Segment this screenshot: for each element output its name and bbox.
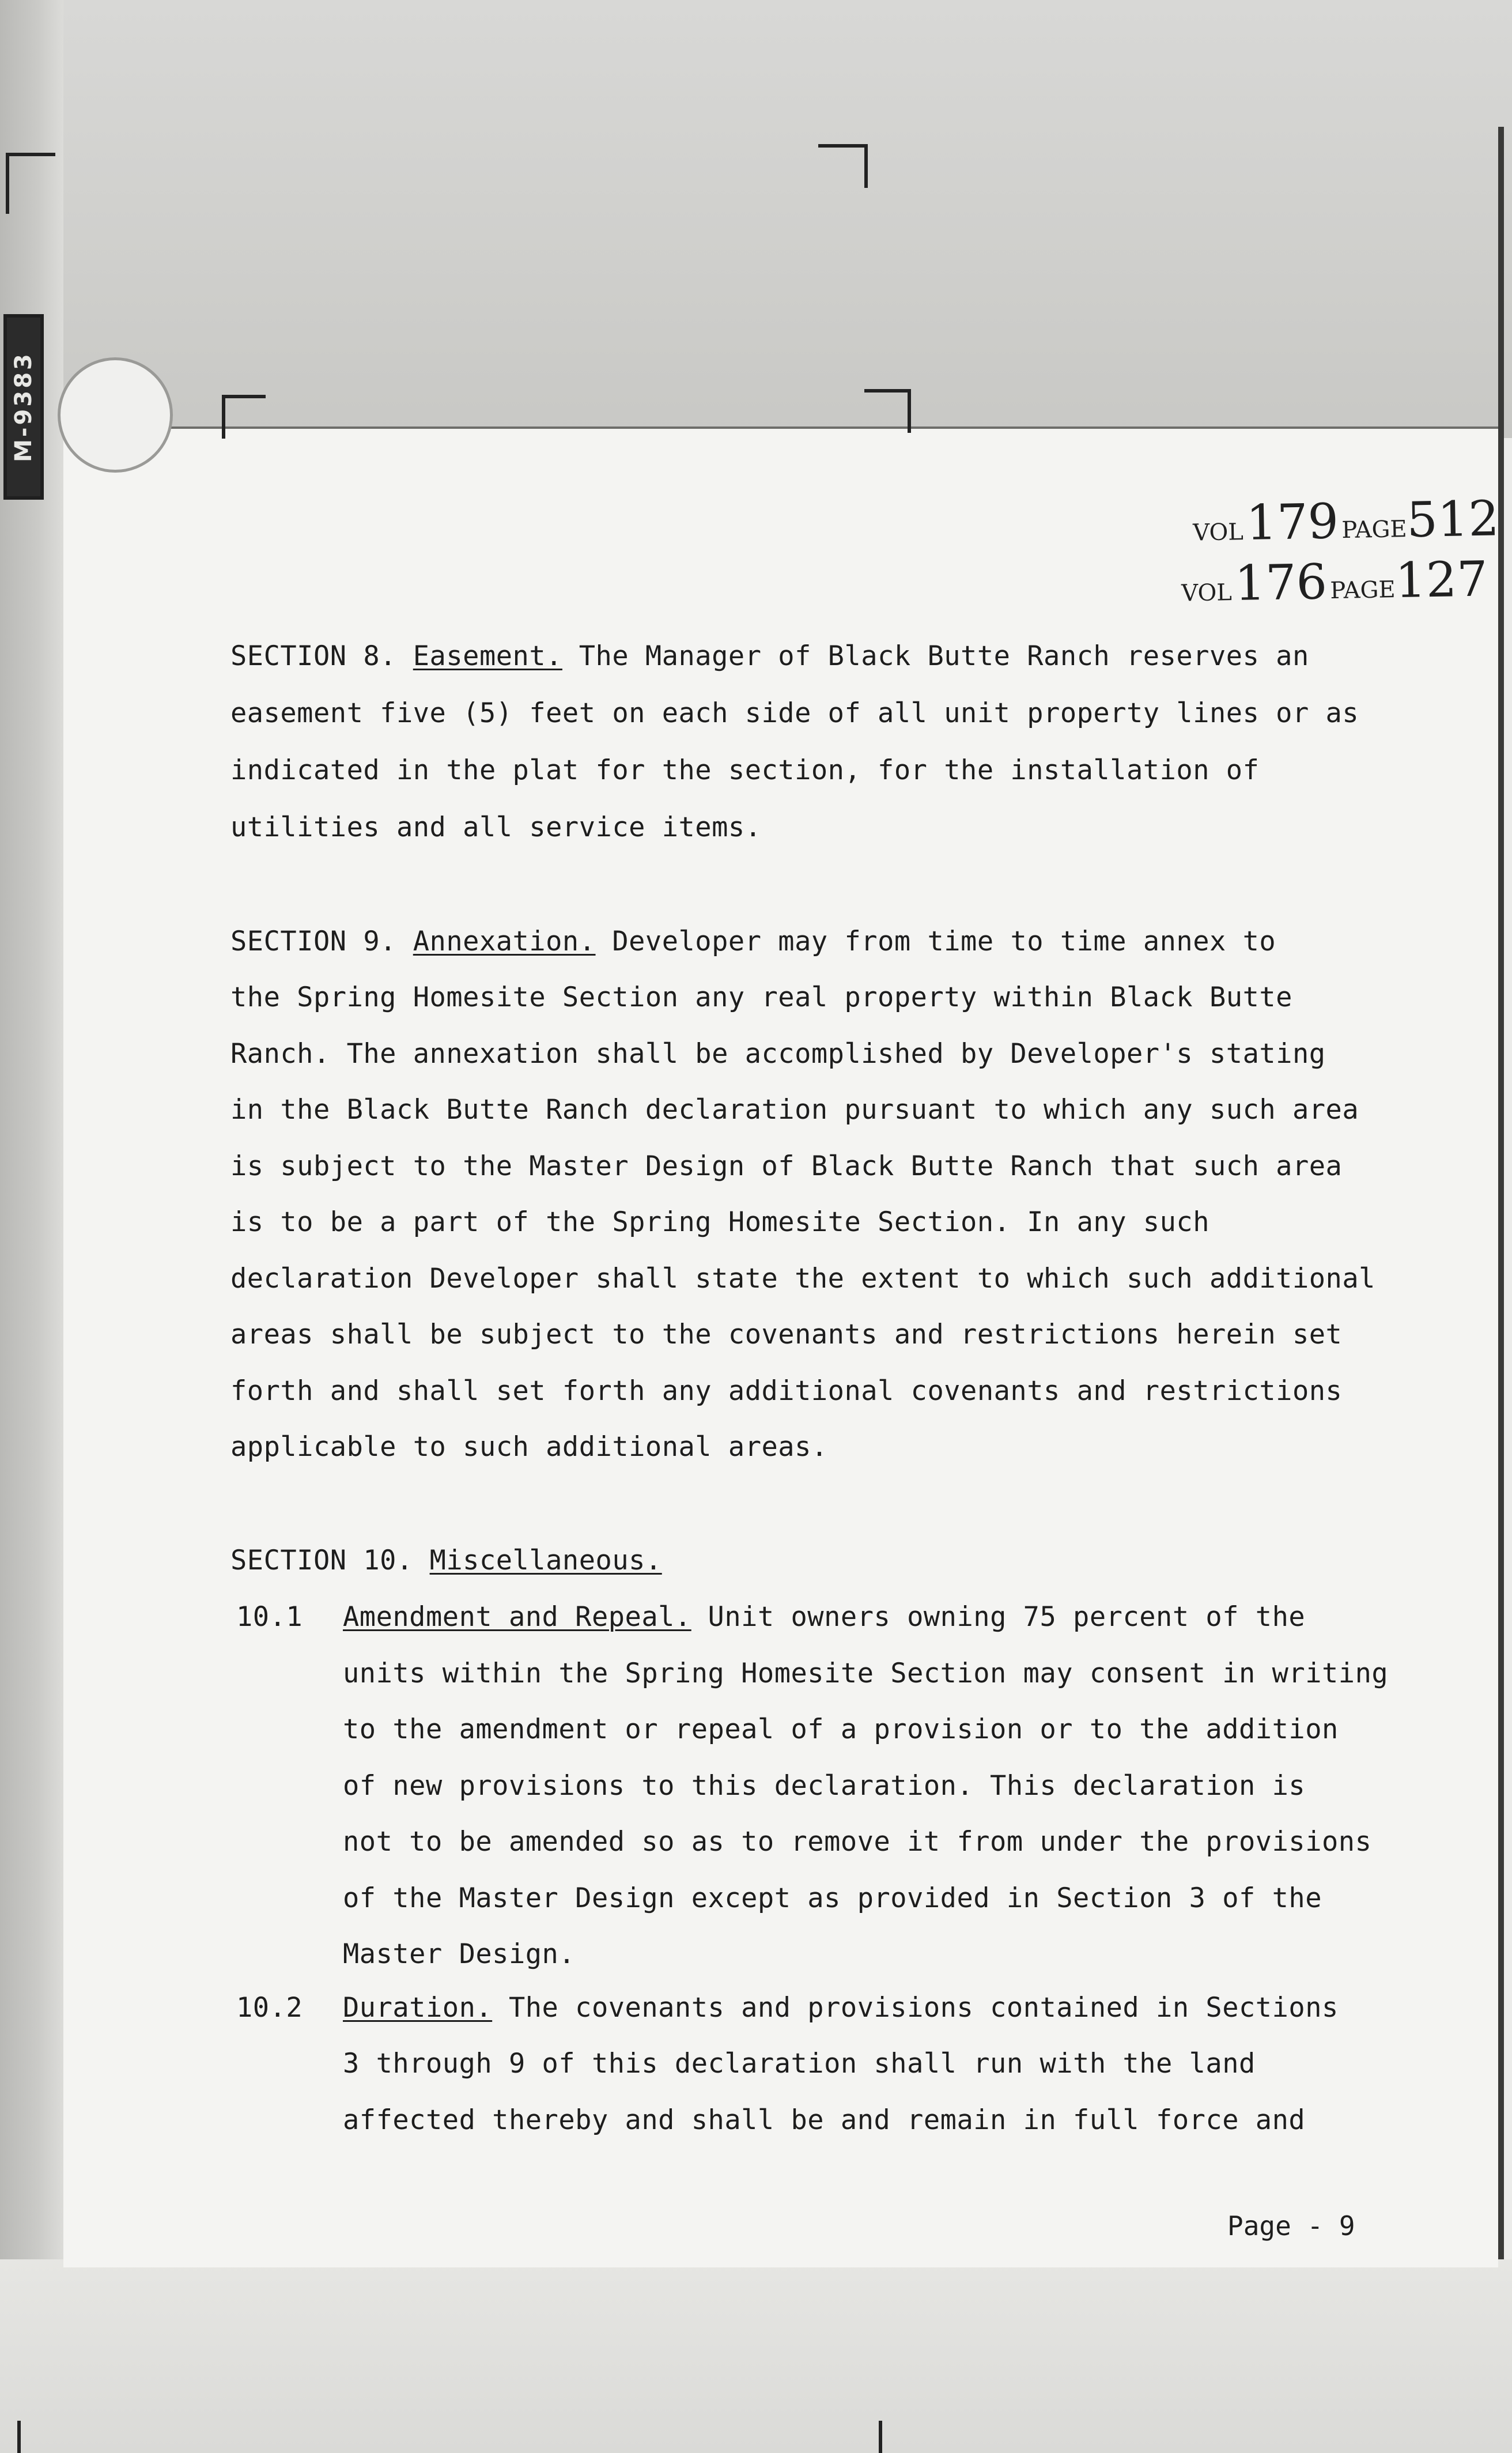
item-heading: Duration. [343,1992,493,2024]
paragraph-line: not to be amended so as to remove it from under the provisions [343,1826,1372,1858]
paragraph-line: The Manager of Black Butte Ranch reserves an [579,640,1309,672]
crop-mark-top-left [6,153,55,214]
paragraph-line: in the Black Butte Ranch declaration pursuant to which any such area [230,1094,1359,1126]
crop-mark-bottom-left [17,2421,21,2453]
section-heading: Annexation. [413,926,596,957]
paragraph-line: declaration Developer shall state the extent to which such additional [230,1263,1375,1295]
page-footer-number: Page - 9 [1227,2210,1355,2241]
paragraph-line: of new provisions to this declaration. This declaration is [343,1770,1306,1802]
section-label: SECTION 8. [230,640,396,672]
paragraph-line: indicated in the plat for the section, for the installation of [230,754,1260,786]
paragraph-line: 3 through 9 of this declaration shall run with the land [343,2048,1256,2080]
paragraph-line: Ranch. The annexation shall be accomplished by Developer's stating [230,1038,1326,1070]
paragraph-line: applicable to such additional areas. [230,1431,828,1463]
section-heading: Miscellaneous. [429,1545,662,1576]
page-label: PAGE [1341,516,1408,544]
crop-mark-top-center [818,144,868,188]
scan-background-bottom [0,2259,1512,2453]
page-label: PAGE [1329,576,1396,605]
section-label: SECTION 9. [230,926,396,957]
vol-number: 176 [1234,553,1328,612]
paragraph-line: to the amendment or repeal of a provision or to the addition [343,1714,1339,1745]
microfilm-stamp-text: M-9383 [10,352,37,462]
paragraph-line: Master Design. [343,1938,576,1970]
section-10-heading-line [230,1547,662,1574]
paragraph-line: affected thereby and shall be and remain in full force and [343,2104,1306,2136]
section-heading: Easement. [413,640,562,672]
paragraph-line: the Spring Homesite Section any real property within Black Butte [230,982,1292,1013]
item-number: 10.1 [236,1601,303,1633]
book-reference-1 [1192,490,1499,552]
paragraph-line: easement five (5) feet on each side of all unit property lines or as [230,697,1359,729]
book-reference-2 [1181,550,1488,612]
paragraph-line: The covenants and provisions contained in Sections [508,1992,1339,2024]
punch-hole [58,357,173,473]
paragraph-line: forth and shall set forth any additional covenants and restrictions [230,1375,1343,1407]
crop-mark-page-center [864,389,911,433]
vol-label: VOL [1192,519,1244,546]
item-10-2-first-line [343,1992,1339,2024]
page-right-edge [1498,127,1504,2259]
paragraph-line: utilities and all service items. [230,812,762,843]
paragraph-line: Unit owners owning 75 percent of the [708,1601,1306,1633]
section-8-heading-line [230,640,1309,672]
page-number-ref: 512 [1406,490,1500,549]
crop-mark-page-left [222,395,266,439]
paragraph-line: of the Master Design except as provided in Section 3 of the [343,1882,1322,1914]
paragraph-line: is to be a part of the Spring Homesite Section. In any such [230,1206,1209,1238]
scan-background-top [0,0,1512,438]
microfilm-stamp [3,314,44,500]
paragraph-line: areas shall be subject to the covenants and restrictions herein set [230,1319,1343,1350]
paragraph-line: units within the Spring Homesite Section may consent in writing [343,1658,1389,1689]
vol-number: 179 [1245,493,1339,552]
item-number: 10.2 [236,1992,303,2024]
section-label: SECTION 10. [230,1545,413,1576]
crop-mark-bottom-center [879,2421,882,2453]
section-9-heading-line [230,928,1276,955]
paragraph-line: Developer may from time to time annex to [612,926,1276,957]
item-10-1-first-line [343,1603,1305,1631]
vol-label: VOL [1181,579,1233,607]
paragraph-line: is subject to the Master Design of Black Butte Ranch that such area [230,1150,1343,1182]
item-heading: Amendment and Repeal. [343,1601,691,1633]
page-number-ref: 127 [1394,550,1488,609]
